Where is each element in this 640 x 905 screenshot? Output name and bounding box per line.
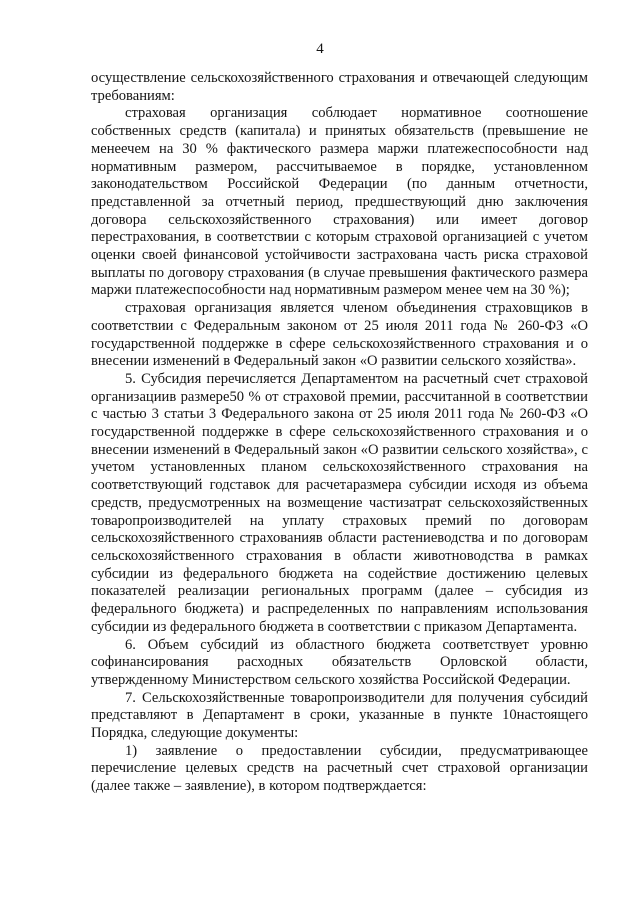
paragraph-item-6: 6. Объем субсидий из областного бюджета соответствует уровню софинансирования расходных обязательств Орловской области, утвержденному Министерством сельского хозяйства Российской Федерации. bbox=[91, 636, 588, 688]
page-number: 4 bbox=[316, 41, 324, 57]
paragraph-requirements-intro: осуществление сельскохозяйственного страхования и отвечающей следующим требованиям: bbox=[91, 70, 588, 104]
document-body bbox=[91, 70, 588, 796]
paragraph-membership-requirement: страховая организация является членом объединения страховщиков в соответствии с Федеральным законом от 25 июля 2011 года № 260-ФЗ «О государственной поддержке в сфере сельскохозяйственного страхования и о внесении изменений в Федеральный закон «О развитии сельского хозяйства». bbox=[91, 300, 588, 370]
paragraph-solvency-requirement: страховая организация соблюдает нормативное соотношение собственных средств (капитала) и принятых обязательств (превышение не менеечем на 30 % фактического размера маржи платежеспособности над нормативным размером, рассчитываемое в порядке, установленном законодательством Российской Федерации (по данным отчетности, представленной за отчетный период, предшествующий дню заключения договора сельскохозяйственного страхования) или имеет договор перестрахования, в соответствии с которым страховой организацией с учетом оценки своей финансовой устойчивости застрахована часть риска страховой выплаты по договору страхования (в случае превышения фактического размера маржи платежеспособности над нормативным размером менее чем на 30 %); bbox=[91, 105, 588, 299]
paragraph-item-7: 7. Сельскохозяйственные товаропроизводители для получения субсидий представляют в Департамент в сроки, указанные в пункте 10настоящего Порядка, следующие документы: bbox=[91, 689, 588, 742]
paragraph-item-5: 5. Субсидия перечисляется Департаментом на расчетный счет страховой организациив размере50 % от страховой премии, рассчитанной в соответствии с частью 3 статьи 3 Федерального закона от 25 июля 2011 года № 260-ФЗ «О государственной поддержке в сфере сельскохозяйственного страхования и о внесении изменений в Федеральный закон «О развитии сельского хозяйства», с учетом установленных планом сельскохозяйственного страхования на соответствующий годставок для расчетаразмера субсидии исходя из объема средств, предусмотренных на возмещение частизатрат сельскохозяйственных товаропроизводителей на уплату страховых премий по договорам сельскохозяйственного страхованияв области растениеводства и по договорам сельскохозяйственного страхования в области животноводства в рамках субсидии из федерального бюджета на содействие достижению целевых показателей реализации региональных программ (далее – субсидия из федерального бюджета) и распределенных по направлениям использования субсидии из федерального бюджета в соответствии с приказом Департамента. bbox=[91, 370, 588, 635]
paragraph-subitem-1: 1) заявление о предоставлении субсидии, предусматривающее перечисление целевых средств на расчетный счет страховой организации (далее также – заявление), в котором подтверждается: bbox=[91, 742, 588, 795]
